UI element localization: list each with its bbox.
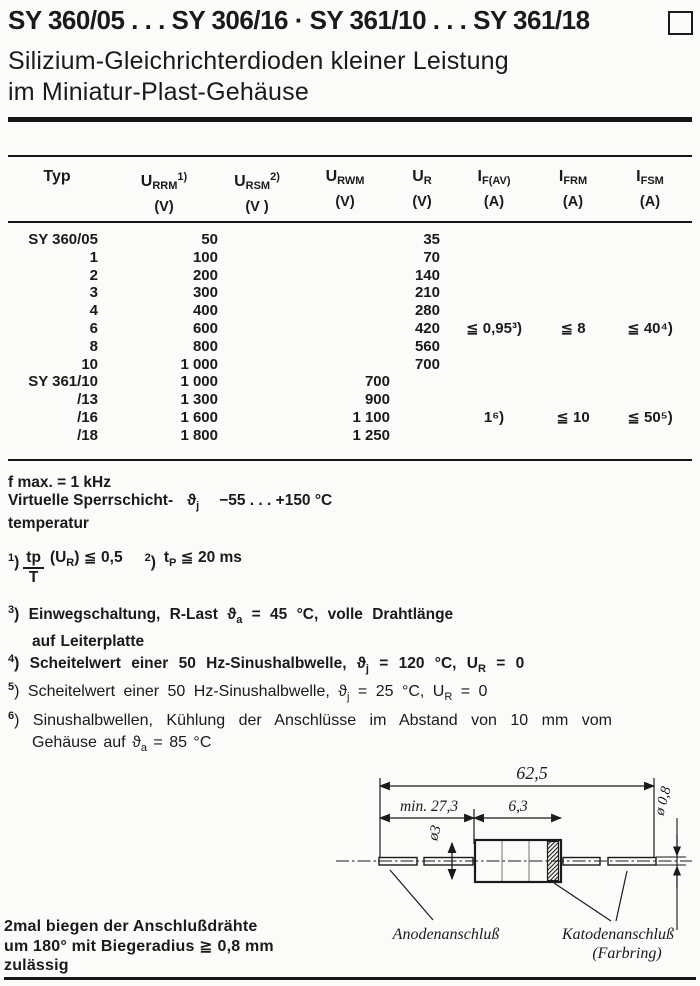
cell-ursm [222,231,292,249]
cell-ifrm [542,391,604,409]
column-header-ursm: $U_{RSM}^{2)}$ (V ) [234,171,280,215]
cell-urrm: 300 [192,284,218,302]
cell-typ: 6 [89,319,98,337]
cell-ur: 35 [423,231,440,248]
footnote-2-text: $t_P$ ≦ 20 ms [163,549,242,569]
footnote-2-marker: $^2$) [144,552,156,571]
table-row [8,231,696,249]
cell-urrm: 50 [201,231,218,248]
cell-ursm [222,356,292,374]
parameters-table-header [8,168,696,216]
cell-ur: 140 [414,266,440,284]
cell-urrm: 1 000 [180,373,218,391]
table-row [8,373,696,391]
cell-ifav [446,356,542,374]
page-title: SY 360/05 . . . SY 306/16 · SY 361/10 . . . SY 361/18 [8,5,590,35]
cell-ifav [446,249,542,267]
cell-urwm [292,356,398,374]
dimension-min-lead-label: min. 27,3 [399,798,459,815]
column-header-ifav: $I_{F(AV)}$ (A) [477,168,511,210]
cathode-label: Katodenanschluß [562,926,674,943]
table-row [8,391,696,409]
footnote-6-line1: $^6$) Sinushalbwellen, Kühlung der Anschlüsse im Abstand von 10 mm vom [8,710,612,729]
table-body [8,231,696,445]
cell-urwm [292,302,398,320]
theta-j-symbol: $ϑ_j$ [187,492,200,512]
cell-urwm [292,338,398,356]
cell-ifrm: ≦ 10 [556,408,590,426]
cell-urrm: 1 000 [180,355,218,373]
cell-urwm: 1 100 [352,408,390,426]
cell-ifav [446,231,542,249]
junction-temp-label2: temperatur [8,515,89,532]
anode-leader-line [390,870,433,920]
fmax-line: f max. = 1 kHz [8,474,111,491]
table-row [8,409,696,427]
table-row [8,249,696,267]
cell-ursm [222,338,292,356]
cell-ursm [222,302,292,320]
cell-typ: 8 [89,337,98,355]
cell-urwm [292,284,398,302]
cell-urrm: 100 [192,248,218,266]
cell-urwm: 900 [364,391,390,409]
cell-urwm: 700 [364,373,390,391]
cell-ifav [446,284,542,302]
cell-ifsm [604,231,696,249]
cell-ursm [222,427,292,445]
cell-typ: 3 [89,284,98,302]
column-header-urrm: $U_{RRM}^{1)}$ (V) [140,171,188,215]
divider-table-bottom [8,459,692,461]
cell-ur [398,427,446,445]
cell-ifrm [542,373,604,391]
cell-ursm [222,391,292,409]
junction-temp-line: Virtuelle Sperrschicht- $ϑ_j$ −55 . . . +150 °C [8,492,332,515]
lead-diameter-label: ø 0,8 [651,784,675,818]
cell-urrm: 1 300 [180,391,218,409]
cell-ifav [446,302,542,320]
column-header-typ: Typ [43,168,71,185]
cell-urwm [292,267,398,285]
cell-urrm: 1 800 [180,426,218,444]
cell-ifrm [542,267,604,285]
cell-ifav: 1⁶) [483,408,505,426]
table-row [8,284,696,302]
anode-label: Anodenanschluß [392,926,500,943]
column-header-ur: $U_R$ (V) [412,168,432,210]
footnote-3-line1: $^3$) Einwegschaltung, R-Last $ϑ_a = 45$ °C, volle Drahtlänge [8,604,454,626]
cell-ur: 700 [414,355,440,373]
cell-ifsm [604,338,696,356]
divider-table-top [8,155,692,157]
divider-page-bottom [4,977,696,980]
cell-urrm: 400 [192,302,218,320]
column-header-urwm: $U_{RWM}$ (V) [325,168,365,210]
corner-square-icon [668,11,693,35]
cell-ifav [446,391,542,409]
footnote-3 [8,601,453,651]
table-row [8,320,696,338]
cell-typ: 1 [89,248,98,266]
cell-ifrm [542,249,604,267]
divider-header-bottom [8,221,692,223]
cell-ifrm: ≦ 8 [560,319,586,337]
cell-ifrm [542,302,604,320]
footnote-6 [8,707,612,757]
cell-typ: 2 [89,266,98,284]
duty-cycle-fraction: $\frac{tp}{T}$ [23,549,44,586]
junction-temp-range: −55 . . . +150 °C [219,492,333,509]
cell-typ: /18 [77,426,98,444]
cell-urwm [292,231,398,249]
footnote-4: $^4$) Scheitelwert einer 50 Hz-Sinushalbwelle, $ϑ_j = 120$ °C, $U_R = 0$ [8,653,525,675]
dimension-total-label: 62,5 [516,763,548,783]
cell-ifsm [604,373,696,391]
cell-urwm [292,320,398,338]
cell-ifrm [542,231,604,249]
cell-ur: 420 [414,319,440,337]
cell-ursm [222,267,292,285]
column-header-ifsm: $I_{FSM}$ (A) [636,168,664,210]
cell-ifsm [604,356,696,374]
cell-ur: 210 [414,284,440,302]
bend-note: 2mal biegen der Anschlußdrähte um 180° mit Biegeradius ≧ 0,8 mm zulässig [4,918,274,974]
cell-urrm: 800 [192,337,218,355]
cell-ursm [222,373,292,391]
cell-urrm: 600 [192,319,218,337]
cathode-leader-line2 [616,871,627,921]
table-row [8,427,696,445]
package-diagram [330,752,700,984]
subtitle-line2: im Miniatur-Plast-Gehäuse [8,78,309,106]
cell-ifsm [604,391,696,409]
table-row [8,338,696,356]
cell-urwm: 1 250 [352,426,390,444]
cell-ifrm [542,284,604,302]
cell-ifsm [604,427,696,445]
cell-ifsm: ≦ 50⁵) [627,408,673,426]
divider-thick [8,117,692,122]
cell-ursm [222,409,292,427]
cathode-label2: (Farbring) [592,945,662,962]
cell-ifrm [542,338,604,356]
cell-typ: /13 [77,391,98,409]
cell-typ: /16 [77,408,98,426]
cell-ur: 280 [414,302,440,320]
page-subtitle [8,46,648,108]
cell-urrm: 200 [192,266,218,284]
body-diameter-label: ø3 [425,823,445,843]
cell-urwm [292,249,398,267]
column-header-ifrm: $I_{FRM}$ (A) [558,168,588,210]
cell-ur [398,373,446,391]
subtitle-line1: Silizium-Gleichrichterdioden kleiner Leistung [8,47,509,75]
cathode-leader-line1 [554,883,611,921]
dimension-body-label: 6,3 [508,798,528,815]
table-row [8,302,696,320]
footnote-6-line2: Gehäuse auf $ϑ_a = 85$ °C [32,734,212,754]
table-row [8,356,696,374]
cell-typ: SY 361/10 [28,373,98,391]
cell-typ: 10 [81,355,98,373]
cell-ifav [446,267,542,285]
cell-ifsm [604,284,696,302]
cell-ur: 560 [414,337,440,355]
cell-ursm [222,249,292,267]
cell-ur: 70 [423,248,440,266]
cell-urrm: 1 600 [180,408,218,426]
footnote-3-line2: auf Leiterplatte [32,633,145,650]
cell-ur [398,391,446,409]
cell-ifsm: ≦ 40⁴) [627,319,673,337]
cell-ursm [222,284,292,302]
footnote-1-2 [8,549,242,586]
cell-ifav: ≦ 0,95³) [466,319,522,337]
footnote-1-text: $(U_R)$ ≦ 0,5 [49,549,123,569]
cell-typ: 4 [89,302,98,320]
cell-ifrm [542,427,604,445]
cell-ur [398,409,446,427]
note-fmax-and-junction-temp [8,474,332,533]
cell-ifsm [604,249,696,267]
table-row [8,267,696,285]
cell-ifsm [604,302,696,320]
cell-ifrm [542,356,604,374]
cell-ifsm [604,267,696,285]
cell-ifav [446,373,542,391]
footnote-1-marker: $^1$) [8,552,20,571]
cell-ursm [222,320,292,338]
footnote-5: $^5$) Scheitelwert einer 50 Hz-Sinushalbwelle, $ϑ_j = 25$ °C, $U_R = 0$ [8,681,488,703]
cell-ifav [446,338,542,356]
cell-typ: SY 360/05 [28,231,98,248]
cell-ifav [446,427,542,445]
